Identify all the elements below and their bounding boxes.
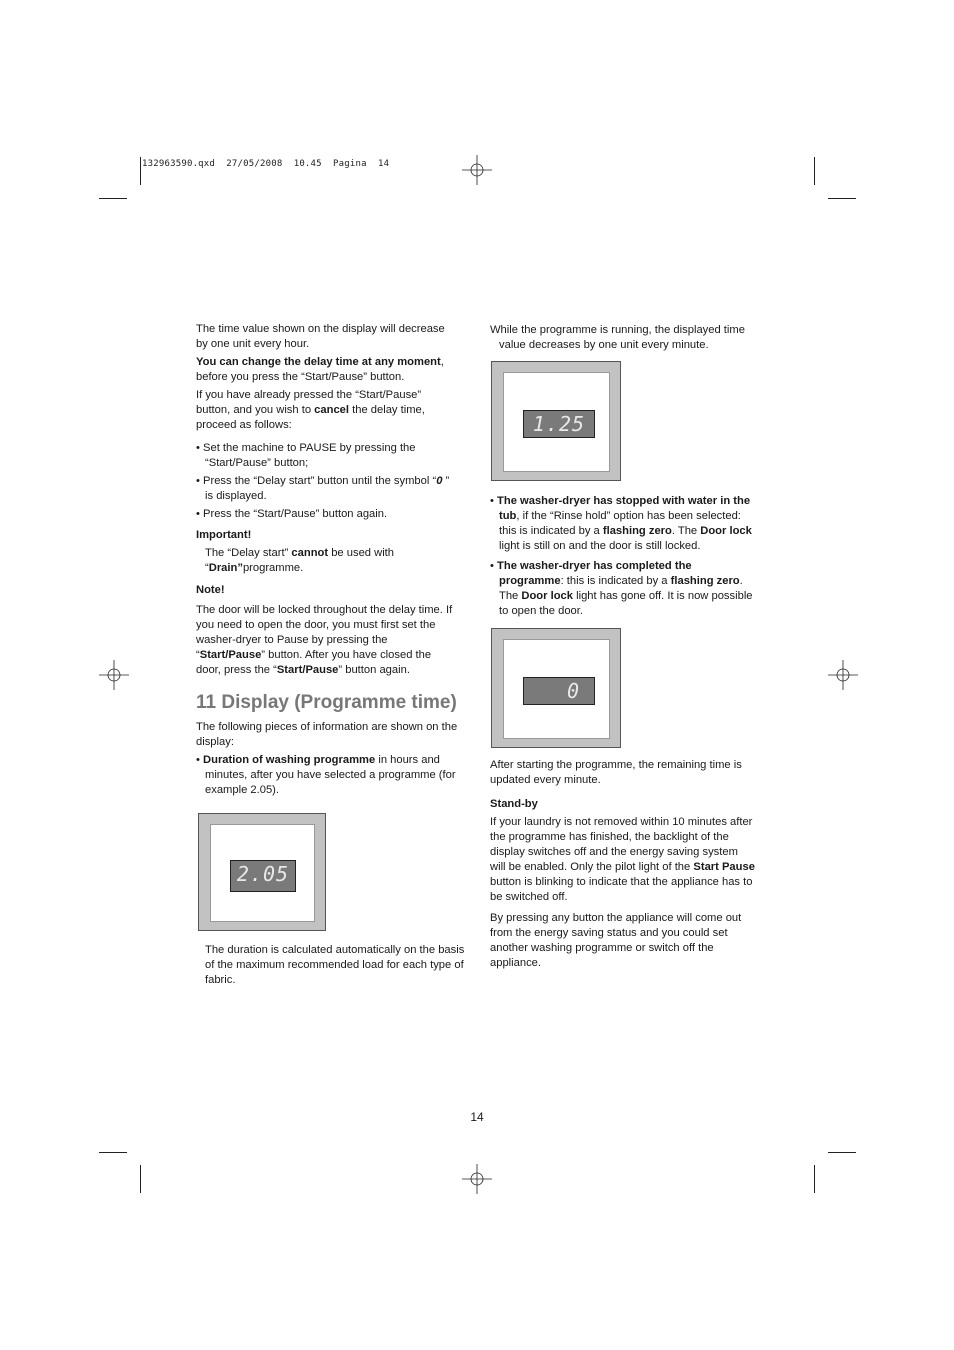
bold-text: Door lock [700, 525, 752, 537]
display-panel [491, 628, 621, 748]
right-column-top [490, 323, 755, 356]
text: • Press the “Delay start” button until the symbol “ [196, 475, 437, 487]
text: button is blinking to indicate that the appliance has to be switched off. [490, 876, 753, 903]
text: light has gone off. It is now possible to open the door. [499, 590, 753, 617]
crop-mark [828, 1152, 856, 1153]
duration-note [205, 943, 465, 991]
text: . The [499, 575, 743, 602]
list-item: • The washer-dryer has completed the programme: this is indicated by a flashing zero. The Door lock light has gone off. It is now possible to open the door. [490, 560, 753, 617]
text: the delay time, proceed as follows: [196, 404, 425, 431]
text: ” is displayed. [205, 475, 450, 502]
crop-mark [828, 198, 856, 199]
paragraph: By pressing any button the appliance will come out from the energy saving status and you could set another washing programme or switch off the appliance. [490, 912, 742, 969]
bold-text: Door lock [521, 590, 573, 602]
list-item: • The washer-dryer has stopped with water in the tub, if the “Rinse hold” option has been selected: this is indicated by a flashing zero. The Door lock light is still on and the door is still locked. [490, 495, 752, 552]
text: : this is indicated by a [560, 575, 671, 587]
paragraph [196, 355, 458, 385]
list-item: • Duration of washing programme in hours and minutes, after you have selected a programme (for example 2.05). [196, 754, 456, 796]
bold-text: Start Pause [693, 861, 755, 873]
registration-mark-icon [828, 660, 858, 690]
text: If you have already pressed the “Start/Pause” button, and you wish to [196, 389, 422, 416]
page-number: 14 [470, 1110, 484, 1124]
standby-heading: Stand-by [490, 798, 538, 810]
lcd-display: 1.25 [523, 410, 595, 438]
lcd-display: 0 [523, 677, 595, 705]
bold-text: cancel [314, 404, 350, 416]
text: , if the “Rinse hold” option has been selected: this is indicated by a [499, 510, 741, 537]
important-heading: Important! [196, 529, 252, 541]
bold-text: Drain” [208, 562, 243, 574]
list-item: • Set the machine to PAUSE by pressing the “Start/Pause” button; [196, 442, 416, 469]
paragraph: While the programme is running, the displayed time value decreases by one unit every minute. [490, 324, 745, 351]
paragraph [196, 603, 458, 678]
crop-mark [814, 1165, 815, 1193]
display-panel [491, 361, 621, 481]
text: The “Delay start” [205, 547, 292, 559]
note-heading: Note! [196, 584, 225, 596]
text: programme. [242, 562, 304, 574]
crop-mark [814, 157, 815, 185]
text: be used with “ [205, 547, 395, 574]
text: If your laundry is not removed within 10 minutes after the programme has finished, the backlight of the display switches off and the energy saving system will be enabled. Only the pilot light of the [490, 816, 753, 873]
text: The door will be locked throughout the delay time. If you need to open the door, you must first set the washer-dryer to Pause by pressing the “ [196, 604, 453, 661]
registration-mark-icon [99, 660, 129, 690]
paragraph [196, 546, 458, 576]
paragraph: After starting the programme, the remaining time is updated every minute. [490, 759, 742, 786]
crop-mark [99, 198, 127, 199]
registration-mark-icon [462, 1164, 492, 1194]
paragraph [196, 388, 458, 433]
right-column-mid [490, 494, 758, 622]
crop-mark [99, 1152, 127, 1153]
text: ” button again. [338, 664, 410, 676]
lcd-display: 2.05 [230, 860, 296, 892]
display-panel [198, 813, 326, 931]
paragraph [490, 815, 755, 905]
text: in hours and minutes, after you have selected a programme (for example 2.05). [205, 754, 456, 796]
section-title: 11 Display (Programme time) [196, 692, 457, 713]
paragraph: The following pieces of information are shown on the display: [196, 721, 458, 748]
bold-text: flashing zero [602, 525, 672, 537]
bold-text: The washer-dryer has stopped with water in the tub [497, 495, 751, 522]
text: , before you press the “Start/Pause” button. [196, 356, 444, 383]
print-slug: 132963590.qxd 27/05/2008 10.45 Pagina 14 [142, 159, 390, 169]
crop-mark [140, 1165, 141, 1193]
crop-mark [140, 157, 141, 185]
registration-mark-icon [462, 155, 492, 185]
bold-text: You can change the delay time at any moment [196, 356, 441, 368]
bold-text: flashing zero [670, 575, 740, 587]
paragraph: The time value shown on the display will decrease by one unit every hour. [196, 323, 445, 350]
list-item: • Press the “Start/Pause” button again. [196, 508, 388, 520]
bold-text: cannot [291, 547, 329, 559]
bold-text: Start/Pause [276, 664, 339, 676]
zero-symbol: 0 [436, 475, 443, 487]
bold-text: Duration of washing programme [203, 754, 376, 766]
text: ” button. After you have closed the door, press the “ [196, 649, 432, 676]
bold-text: The washer-dryer has completed the programme [497, 560, 692, 587]
list-item [196, 474, 458, 504]
text: light is still on and the door is still locked. [499, 540, 701, 552]
bold-text: Start/Pause [199, 649, 262, 661]
text: . The [671, 525, 701, 537]
paragraph: The duration is calculated automatically on the basis of the maximum recommended load for each type of fabric. [205, 944, 465, 986]
left-column [196, 322, 458, 801]
right-column-bottom [490, 758, 755, 974]
